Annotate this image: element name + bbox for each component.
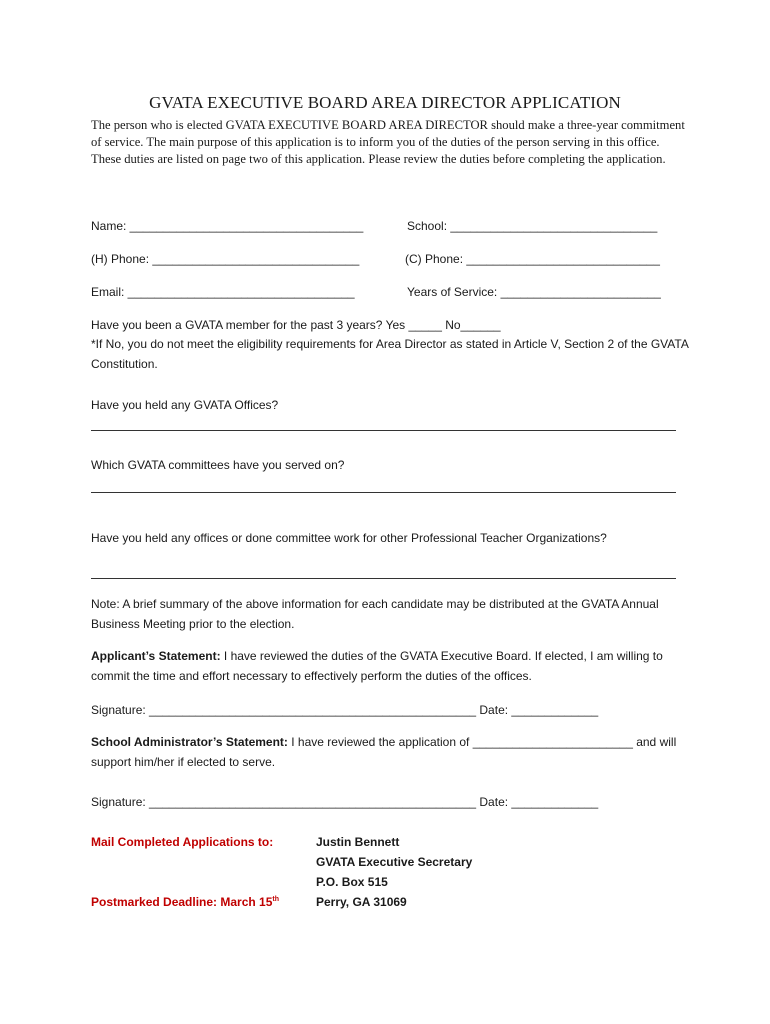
eligibility-note: *If No, you do not meet the eligibility requirements for Area Director as stated in Article V, Section 2 of the GVATA Constitution. [91,337,689,371]
other-orgs-answer-line[interactable] [91,578,676,579]
mail-label: Mail Completed Applications to: [91,835,274,849]
intro-paragraph: The person who is elected GVATA EXECUTIVE BOARD AREA DIRECTOR should make a three-year commitment of service. The main purpose of this application is to inform you of the duties of the person serving in this office. These duties are listed on page two of this application. Please review the duties before completing the application. [91,118,685,166]
committees-question: Which GVATA committees have you served on? [91,458,345,472]
other-orgs-question: Have you held any offices or done committee work for other Professional Teacher Organizations? [91,531,607,545]
school-field[interactable]: School: _______________________________ [407,219,658,233]
summary-note: Note: A brief summary of the above information for each candidate may be distributed at the GVATA Annual Business Meeting prior to the election. [91,597,659,631]
name-field[interactable]: Name: ___________________________________ [91,219,364,233]
applicant-statement-text: I have reviewed the duties of the GVATA Executive Board. If elected, I am willing to commit the time and effort necessary to effectively perform the duties of the offices. [91,649,663,683]
administrator-statement-label: School Administrator’s Statement: [91,735,288,749]
applicant-statement [91,646,691,686]
applicant-statement-label: Applicant’s Statement: [91,649,221,663]
offices-question: Have you held any GVATA Offices? [91,398,279,412]
membership-question[interactable]: Have you been a GVATA member for the past 3 years? Yes _____ No______ [91,318,501,332]
home-phone-field[interactable]: (H) Phone: _______________________________ [91,252,360,266]
address-title: GVATA Executive Secretary [316,855,473,869]
committees-answer-line[interactable] [91,492,676,493]
page-title: GVATA EXECUTIVE BOARD AREA DIRECTOR APPLICATION [149,93,621,112]
deadline-label [91,895,279,909]
email-field[interactable]: Email: __________________________________ [91,285,355,299]
deadline-suffix: th [272,896,280,903]
applicant-signature-line[interactable]: Signature: _________________________________________________ Date: _____________ [91,703,599,717]
administrator-statement [91,732,691,772]
cell-phone-field[interactable]: (C) Phone: _____________________________ [405,252,660,266]
address-po-box: P.O. Box 515 [316,875,388,889]
offices-answer-line[interactable] [91,430,676,431]
address-city: Perry, GA 31069 [316,895,407,909]
years-of-service-field[interactable]: Years of Service: ________________________ [407,285,661,299]
administrator-signature-line[interactable]: Signature: _________________________________________________ Date: _____________ [91,795,599,809]
deadline-text: Postmarked Deadline: March 15 [91,895,273,909]
address-name: Justin Bennett [316,835,400,849]
administrator-statement-text: I have reviewed the application of ________________________ and will support him/her if elected to serve. [91,735,677,769]
